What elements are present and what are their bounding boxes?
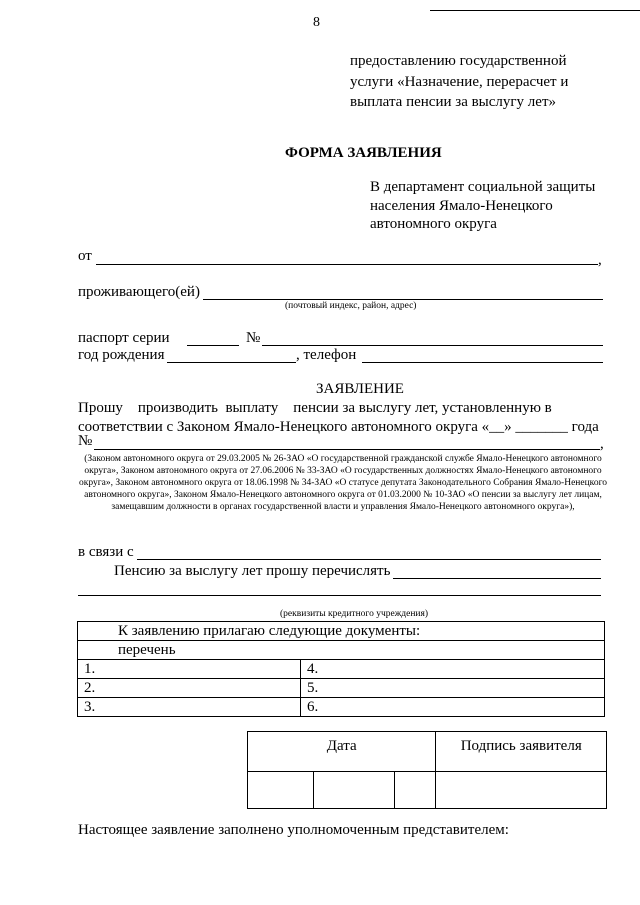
documents-list-label: перечень [78,641,605,660]
date-header: Дата [248,732,436,772]
document-cell-2[interactable]: 2. [78,679,301,698]
from-field[interactable] [96,264,598,265]
bank-hint: (реквизиты кредитного учреждения) [280,609,429,619]
reason-field[interactable] [137,559,601,560]
law-references-note: (Законом автономного округа от 29.03.2005 № 26-ЗАО «О государственной гражданской службе Ямало-Ненецкого автономного округа», Законом автономного округа от 27.06.2006 № 33-ЗАО «О государственных должностях Ямало-Ненецкого автономного округа», Законом автономного округа от 18.06.1998 № 34-ЗАО «О статусе депутата Законодательного Собрания Ямало-Ненецкого автономного округа», Законом Ямало-Ненецкого автономного округа от 01.03.2000 № 10-ЗАО «О пенсии за выслугу лет лицам, замещавшим должности в органах государственной власти и управления Ямало-Ненецкого автономного округа»), [79,454,607,512]
passport-number-sign: № [246,330,261,346]
transfer-label: Пенсию за выслугу лет прошу перечислять [114,563,391,579]
law-number-sign: № [78,433,93,449]
passport-series-label: паспорт серии [78,330,170,346]
from-label: от [78,248,92,264]
table-row [78,660,605,679]
date-year-cell[interactable] [394,772,436,809]
date-month-cell[interactable] [313,772,394,809]
residing-label: проживающего(ей) [78,284,200,300]
table-row [78,679,605,698]
statement-line-1: Прошу производить выплату пенсии за выслугу лет, установленную в [78,400,552,416]
date-day-cell[interactable] [248,772,314,809]
document-cell-1[interactable]: 1. [78,660,301,679]
documents-header: К заявлению прилагаю следующие документы: [78,622,605,641]
law-number-comma: , [600,436,604,452]
passport-number-field[interactable] [262,345,603,346]
form-title: ФОРМА ЗАЯВЛЕНИЯ [285,145,442,161]
document-cell-4[interactable]: 4. [301,660,605,679]
address-hint: (почтовый индекс, район, адрес) [285,301,417,311]
documents-table [77,621,605,717]
signature-header: Подпись заявителя [436,732,607,772]
document-cell-6[interactable]: 6. [301,698,605,717]
page-number: 8 [313,15,320,30]
header-line-1: предоставлению государственной [350,53,567,69]
addressee-line-3: автономного округа [370,216,497,232]
birth-year-label: год рождения [78,347,165,363]
table-row [78,698,605,717]
addressee-line-2: населения Ямало-Ненецкого [370,198,553,214]
top-rule [430,10,640,11]
representative-text: Настоящее заявление заполнено уполномоченным представителем: [78,822,509,838]
statement-title: ЗАЯВЛЕНИЕ [316,381,404,397]
statement-line-2: соответствии с Законом Ямало-Ненецкого автономного округа «__» _______ года [78,419,599,435]
bank-details-field[interactable] [78,595,601,596]
document-cell-5[interactable]: 5. [301,679,605,698]
phone-field[interactable] [362,362,603,363]
signature-cell[interactable] [436,772,607,809]
from-comma: , [598,252,602,268]
law-number-field[interactable] [94,449,600,450]
transfer-field[interactable] [393,578,601,579]
passport-series-field[interactable] [187,345,239,346]
signature-table [247,731,607,809]
addressee-line-1: В департамент социальной защиты [370,179,596,195]
header-line-3: выплата пенсии за выслугу лет» [350,94,557,110]
reason-label: в связи с [78,544,134,560]
header-line-2: услуги «Назначение, перерасчет и [350,74,569,90]
phone-label: , телефон [296,347,357,363]
birth-year-field[interactable] [167,362,296,363]
document-cell-3[interactable]: 3. [78,698,301,717]
address-field[interactable] [203,299,603,300]
